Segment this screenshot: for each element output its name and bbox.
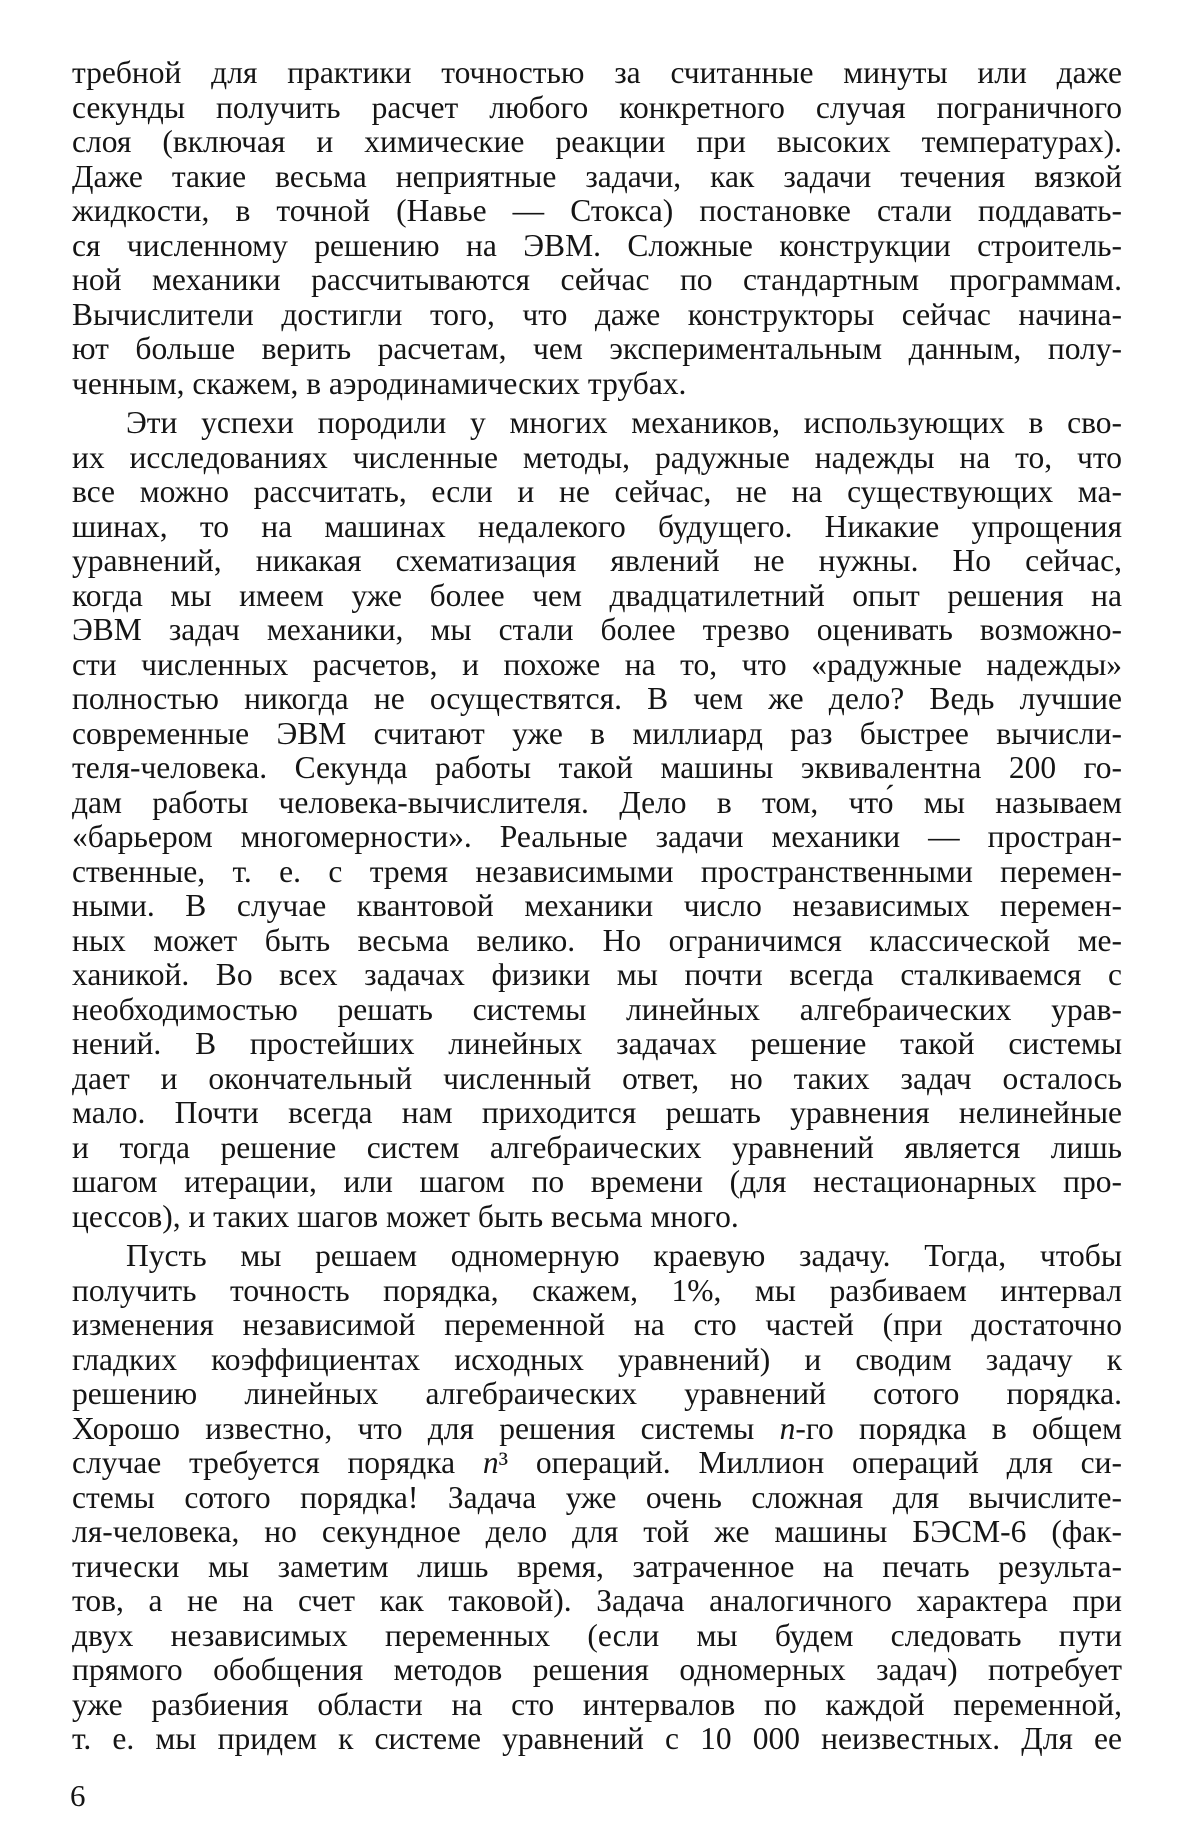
text-line: т. е. мы придем к системе уравнений с 10 000 неизвестных. Для ее bbox=[72, 1721, 1122, 1756]
text-line: сти численных расчетов, и похоже на то, что «радужные надежды» bbox=[72, 646, 1122, 682]
text-line: двух независимых переменных (если мы будем следовать пути bbox=[72, 1617, 1122, 1653]
text-line: «барьером многомерности». Реальные задачи механики — простран- bbox=[72, 819, 1122, 854]
text-line: ся численному решению на ЭВМ. Сложные конструкции строитель- bbox=[72, 227, 1122, 263]
text-line: дам работы человека-вычислителя. Дело в том, что́ мы называем bbox=[72, 784, 1122, 820]
text-line: Эти успехи породили у многих механиков, использующих в сво- bbox=[126, 405, 1122, 440]
text-line: и тогда решение систем алгебраических уравнений является лишь bbox=[72, 1129, 1122, 1165]
text-line: тов, а не на счет как таковой). Задача аналогичного характера при bbox=[72, 1583, 1122, 1618]
text-line: получить точность порядка, скажем, 1%, мы разбиваем интервал bbox=[72, 1272, 1122, 1308]
text-line: ными. В случае квантовой механики число независимых перемен- bbox=[72, 888, 1122, 923]
text-line: цессов), и таких шагов может быть весьма много. bbox=[72, 1198, 739, 1234]
text-line: жидкости, в точной (Навье — Стокса) постановке стали поддавать- bbox=[72, 193, 1122, 228]
text-line: ных может быть весьма велико. Но ограничимся классической ме- bbox=[72, 922, 1122, 958]
text-line: ственные, т. е. с тремя независимыми пространственными перемен- bbox=[72, 853, 1122, 889]
text-line: слоя (включая и химические реакции при высоких температурах). bbox=[72, 124, 1122, 159]
text-line: Пусть мы решаем одномерную краевую задачу. Тогда, чтобы bbox=[126, 1238, 1122, 1273]
text-line: дает и окончательный численный ответ, но таких задач осталось bbox=[72, 1060, 1122, 1096]
text-line: Даже такие весьма неприятные задачи, как задачи течения вязкой bbox=[72, 158, 1122, 194]
text-line: мало. Почти всегда нам приходится решать уравнения нелинейные bbox=[72, 1095, 1122, 1130]
text-line: современные ЭВМ считают уже в миллиард раз быстрее вычисли- bbox=[72, 715, 1122, 751]
paragraph bbox=[72, 406, 1122, 1234]
text-line: ханикой. Во всех задачах физики мы почти всегда сталкиваемся с bbox=[72, 957, 1122, 992]
text-line: ЭВМ задач механики, мы стали более трезво оценивать возможно- bbox=[72, 612, 1122, 647]
text-line: шинах, то на машинах недалекого будущего. Никакие упрощения bbox=[72, 508, 1122, 544]
text-line: Хорошо известно, что для решения системы n-го порядка в общем bbox=[72, 1410, 1122, 1446]
text-line: ля-человека, но секундное дело для той же машины БЭСМ-6 (фак- bbox=[72, 1514, 1122, 1549]
text-line: требной для практики точностью за считанные минуты или даже bbox=[72, 55, 1122, 90]
text-line: все можно рассчитать, если и не сейчас, не на существующих ма- bbox=[72, 474, 1122, 509]
paragraph bbox=[72, 56, 1122, 401]
text-line: уравнений, никакая схематизация явлений не нужны. Но сейчас, bbox=[72, 543, 1122, 578]
text-line: шагом итерации, или шагом по времени (для нестационарных про- bbox=[72, 1164, 1122, 1199]
text-line: ют больше верить расчетам, чем экспериментальным данным, полу- bbox=[72, 331, 1122, 366]
text-line: решению линейных алгебраических уравнений сотого порядка. bbox=[72, 1376, 1122, 1411]
text-line: теля-человека. Секунда работы такой машины эквивалентна 200 го- bbox=[72, 750, 1122, 785]
text-line: прямого обобщения методов решения одномерных задач) потребует bbox=[72, 1652, 1122, 1687]
text-line: тически мы заметим лишь время, затраченное на печать результа- bbox=[72, 1548, 1122, 1584]
text-line: секунды получить расчет любого конкретного случая пограничного bbox=[72, 89, 1122, 125]
body-text bbox=[72, 56, 1122, 1762]
text-line: уже разбиения области на сто интервалов по каждой переменной, bbox=[72, 1686, 1122, 1722]
text-line: ной механики рассчитываются сейчас по стандартным программам. bbox=[72, 262, 1122, 297]
text-line: необходимостью решать системы линейных алгебраических урав- bbox=[72, 991, 1122, 1027]
text-line: ченным, скажем, в аэродинамических трубах. bbox=[72, 365, 687, 401]
paragraph bbox=[72, 1239, 1122, 1757]
text-line: полностью никогда не осуществятся. В чем же дело? Ведь лучшие bbox=[72, 681, 1122, 716]
text-line: гладких коэффициентах исходных уравнений) и сводим задачу к bbox=[72, 1341, 1122, 1377]
text-line: Вычислители достигли того, что даже конструкторы сейчас начина- bbox=[72, 296, 1122, 332]
text-line: их исследованиях численные методы, радужные надежды на то, что bbox=[72, 439, 1122, 475]
text-line: случае требуется порядка n³ операций. Миллион операций для си- bbox=[72, 1445, 1122, 1480]
text-line: стемы сотого порядка! Задача уже очень сложная для вычислите- bbox=[72, 1479, 1122, 1515]
text-line: нений. В простейших линейных задачах решение такой системы bbox=[72, 1026, 1122, 1061]
page-number: 6 bbox=[70, 1778, 86, 1813]
text-line: когда мы имеем уже более чем двадцатилетний опыт решения на bbox=[72, 577, 1122, 613]
text-line: изменения независимой переменной на сто частей (при достаточно bbox=[72, 1307, 1122, 1342]
